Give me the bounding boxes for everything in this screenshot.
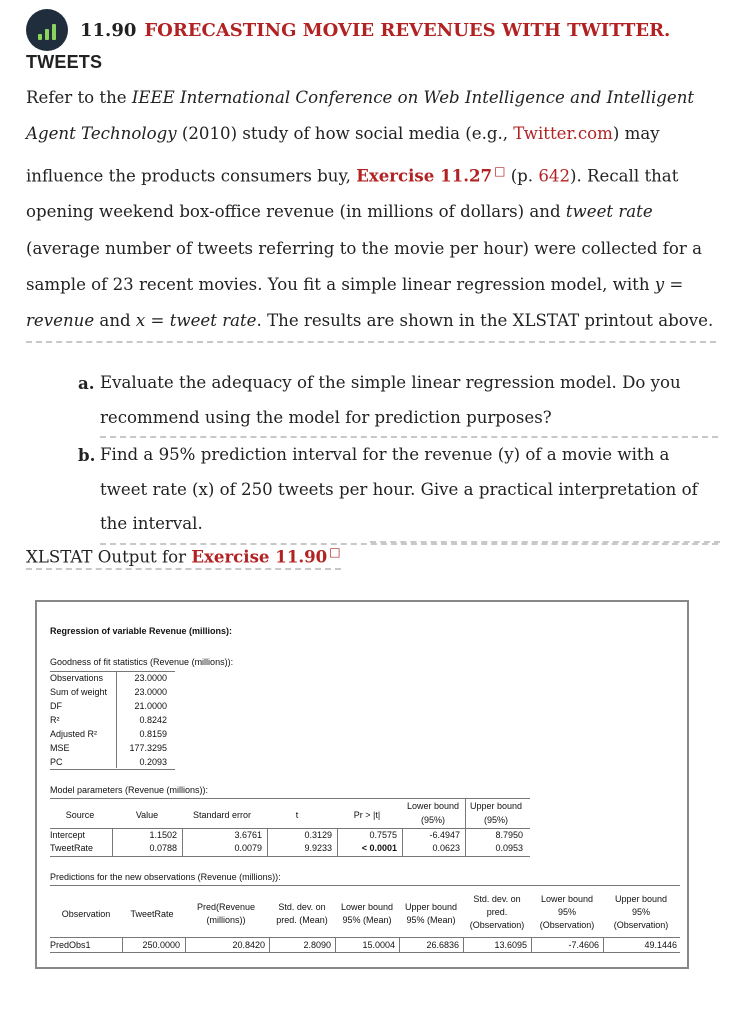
question-b: b. Find a 95% prediction interval for the revenue (y) of a movie with a tweet rate (x) of 250 tweets per hour. Give a practical interpretation of the interval. — [78, 438, 718, 545]
pred-title: Predictions for the new observations (Revenue (millions)): — [50, 872, 281, 882]
tweet-rate-term: tweet rate — [565, 202, 653, 222]
exercise-number: 11.90 — [80, 19, 137, 41]
exercise-title: FORECASTING MOVIE REVENUES WITH TWITTER. — [144, 19, 671, 41]
journal-name: IEEE International Conference on Web Intelligence and Intelligent Agent Technology — [26, 88, 695, 144]
xlstat-output: Regression of variable Revenue (millions): Goodness of fit statistics (Revenue (millions)): Observations 23.0000 Sum of weight 23.0000 DF 21.0000 R² 0.8242 Adjusted R² 0.8159 MSE 177.3295 PC 0.2093 Model parameters (Revenue (millions)): Source Value Standard error t Pr > |t| Lower bound (95%) Upper bound (95%) Intercept 1.1502 3.6761 0.3129 0.7575 -6.4947 8.7950 TweetRate 0.0788 0.0079 9.9233 < 0.0001 0.0623 0.0953 Predictions for the new observations (Revenue (millions)): Observation TweetRate Pred(Revenue (millions)) Std. dev. on pred. (Mean) Lower bound 95% (Mean) Upper bound 95% (Mean) Std. dev. on pred. (Observation) Lower bound 95% (Observation) Upper bound 95% (Observation) PredObs1 250.0000 20.8420 2.8090 15.0004 26.6836 13.6095 -7.4606 49.1446 — [35, 600, 689, 969]
bookmark-icon[interactable]: □ — [494, 163, 506, 178]
exercise-link[interactable]: Exercise 11.27 — [356, 165, 493, 186]
bookmark-icon[interactable]: □ — [329, 545, 341, 559]
exercise-header — [26, 10, 670, 50]
intro-paragraph: Refer to the IEEE International Conference on Web Intelligence and Intelligent Agent Technology (2010) study of how social media (e.g., Twitter.com) may influence the products consumers buy, Exercise 11.27 □ (p. 642). Recall that opening weekend box-office revenue (in millions of dollars) and tweet rate (average number of tweets referring to the movie per hour) were collected for a sample of 23 recent movies. You fit a simple linear regression model, with y = revenue and x = tweet rate. The results are shown in the XLSTAT printout above. — [26, 80, 716, 343]
params-title: Model parameters (Revenue (millions)): — [50, 785, 209, 795]
question-a: a. Evaluate the adequacy of the simple linear regression model. Do you recommend using the model for prediction purposes? — [78, 366, 718, 438]
exercise-subtitle: TWEETS — [26, 52, 103, 72]
divider — [370, 541, 720, 543]
pred-row: PredObs1 — [50, 940, 91, 950]
page-link[interactable]: 642 — [538, 166, 571, 186]
gof-title: Goodness of fit statistics (Revenue (millions)): — [50, 657, 234, 667]
xl-title: Regression of variable Revenue (millions): — [50, 626, 233, 636]
bar-chart-icon — [26, 9, 68, 51]
twitter-link[interactable]: Twitter.com — [513, 124, 613, 144]
question-list — [78, 366, 718, 545]
exercise-90-link[interactable]: Exercise 11.90 — [191, 546, 328, 567]
output-caption: XLSTAT Output for Exercise 11.90 □ — [26, 545, 341, 570]
